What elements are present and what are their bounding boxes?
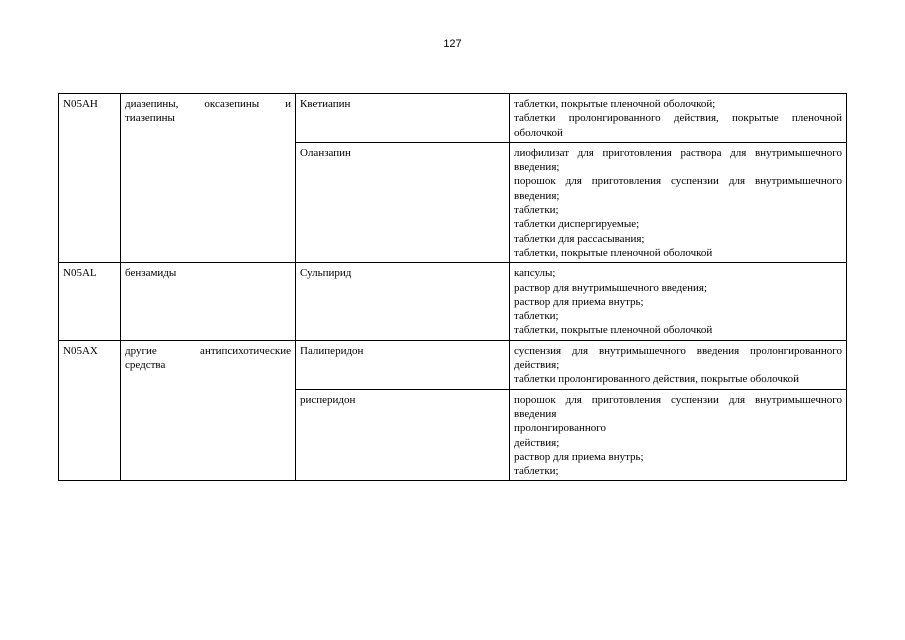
- dosage-form-line: порошок для приготовления суспензии для внутримышечного введения;: [514, 175, 842, 202]
- dosage-form-line: таблетки для рассасывания;: [514, 232, 645, 245]
- drug-name-cell: Кветиапин: [296, 94, 510, 143]
- dosage-form-line: раствор для приема внутрь;: [514, 450, 644, 463]
- dosage-form-line: таблетки;: [514, 310, 559, 323]
- dosage-form-line: капсулы;: [514, 267, 556, 280]
- atc-code-cell: N05AL: [59, 263, 121, 340]
- drug-group-cell: диазепины, оксазепины и тиазепины: [121, 94, 296, 263]
- atc-code-cell: N05AX: [59, 340, 121, 481]
- dosage-forms-cell: [510, 142, 847, 262]
- dosage-form-line: лиофилизат для приготовления раствора для внутримышечного введения;: [514, 146, 842, 174]
- drug-name-cell: Оланзапин: [296, 142, 510, 262]
- dosage-forms-cell: [510, 340, 847, 389]
- dosage-forms-cell: [510, 263, 847, 340]
- drug-table: [58, 93, 847, 481]
- dosage-form-line: таблетки;: [514, 465, 559, 478]
- dosage-form-line: таблетки пролонгированного действия, покрытые пленочной оболочкой: [514, 112, 842, 139]
- table-row: [59, 263, 847, 340]
- dosage-forms-cell: [510, 94, 847, 143]
- dosage-form-line: таблетки, покрытые пленочной оболочкой: [514, 246, 713, 259]
- dosage-form-line: таблетки диспергируемые;: [514, 218, 640, 231]
- dosage-form-line: раствор для приема внутрь;: [514, 295, 644, 308]
- dosage-form-line: таблетки;: [514, 204, 559, 217]
- page-number: 127: [443, 38, 462, 50]
- dosage-form-line: таблетки пролонгированного действия, покрытые оболочкой: [514, 373, 800, 386]
- dosage-form-line: суспензия для внутримышечного введения пролонгированного действия;: [514, 344, 842, 372]
- dosage-form-line: таблетки, покрытые пленочной оболочкой;: [514, 98, 716, 110]
- atc-code-cell: N05AH: [59, 94, 121, 263]
- dosage-form-line: таблетки, покрытые пленочной оболочкой: [514, 324, 713, 337]
- dosage-forms-cell: [510, 389, 847, 481]
- table-row: [59, 340, 847, 389]
- drug-group-cell: бензамиды: [121, 263, 296, 340]
- table-row: [59, 94, 847, 143]
- drug-name-cell: рисперидон: [296, 389, 510, 481]
- drug-name-cell: Сульпирид: [296, 263, 510, 340]
- dosage-form-line: порошок для приготовления суспензии для внутримышечного введения: [514, 393, 842, 420]
- dosage-form-line: пролонгированного: [514, 422, 606, 435]
- drug-group-cell: другие антипсихотические средства: [121, 340, 296, 481]
- dosage-form-line: действия;: [514, 436, 560, 449]
- drug-name-cell: Палиперидон: [296, 340, 510, 389]
- dosage-form-line: раствор для внутримышечного введения;: [514, 281, 708, 294]
